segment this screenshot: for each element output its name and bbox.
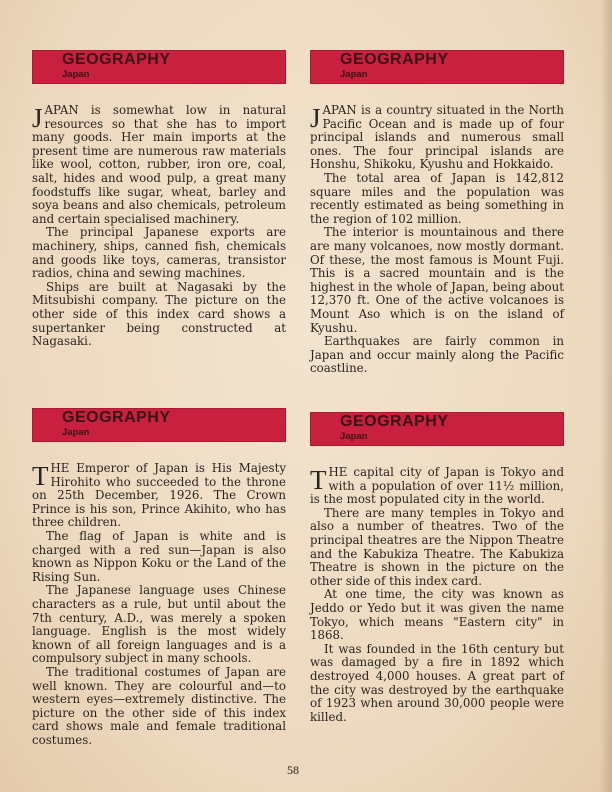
card-country-label: Japan [62, 427, 90, 438]
card-paragraph: The principal Japanese exports are machinery, ships, canned fish, chemicals and goods like toys, cameras, transistor radios, china and sewing machines. [32, 225, 286, 281]
index-card-country-overview [310, 50, 564, 376]
card-paragraph: The total area of Japan is 142,812 square miles and the population was recently estimated as being something in the region of 102 million. [310, 170, 564, 226]
card-header-banner [310, 412, 564, 446]
card-paragraph: The flag of Japan is white and is charged with a red sun—Japan is also known as Nippon Koku or the Land of the Rising Sun. [32, 528, 286, 584]
card-body-text [32, 104, 286, 349]
card-paragraph: At one time, the city was known as Jeddo or Yedo but it was given the name Tokyo, which means "Eastern city" in 1868. [310, 587, 564, 643]
card-paragraph: JAPAN is somewhat low in natural resources so that she has to import many goods. Her main imports at the present time are numerous raw materials like wool, cotton, rubber, iron ore, coal, salt, hides and wood pulp, a great many foodstuffs like sugar, wheat, barley and soya beans and also chemicals, petroleum and certain specialised machinery. [32, 103, 286, 226]
card-paragraph: THE capital city of Japan is Tokyo and with a population of over 11½ million, is the most populated city in the world. [310, 465, 564, 507]
card-country-label: Japan [340, 69, 368, 80]
card-paragraph: THE Emperor of Japan is His Majesty Hirohito who succeeded to the throne on 25th December, 1926. The Crown Prince is his son, Prince Akihito, who has three children. [32, 461, 286, 530]
card-paragraph: It was founded in the 16th century but was damaged by a fire in 1892 which destroyed 4,000 houses. A great part of the city was destroyed by the earthquake of 1923 when around 30,000 people were killed. [310, 641, 564, 724]
card-country-label: Japan [340, 431, 368, 442]
card-paragraph: The traditional costumes of Japan are well known. They are colourful and—to western eyes—extremely distinctive. The picture on the other side of this index card shows male and female traditional costumes. [32, 664, 286, 747]
card-subject-title: GEOGRAPHY [340, 413, 449, 430]
card-body-text [32, 462, 286, 747]
card-paragraph: Earthquakes are fairly common in Japan and occur mainly along the Pacific coastline. [310, 334, 564, 376]
card-header-banner [32, 50, 286, 84]
drop-cap: J [32, 103, 43, 133]
page-number: 58 [287, 763, 299, 777]
card-body-text [310, 104, 564, 376]
card-header-banner [32, 408, 286, 442]
index-card-emperor-culture [32, 408, 286, 747]
page-edge-shadow [600, 0, 612, 792]
drop-cap: J [310, 103, 321, 133]
card-body-text [310, 466, 564, 724]
card-paragraph: The Japanese language uses Chinese characters as a rule, but until about the 7th century, A.D., was merely a spoken language. English is the most widely known of all foreign languages and is a compulsory subject in many schools. [32, 583, 286, 666]
card-country-label: Japan [62, 69, 90, 80]
index-card-tokyo [310, 412, 564, 724]
card-paragraph: There are many temples in Tokyo and also a number of theatres. Two of the principal theatres are the Nippon Theatre and the Kabukiza Theatre. The Kabukiza Theatre is shown in the picture on the other side of this index card. [310, 505, 564, 588]
card-paragraph: JAPAN is a country situated in the North Pacific Ocean and is made up of four principal islands and numerous small ones. The four principal islands are Honshu, Shikoku, Kyushu and Hokkaido. [310, 103, 564, 172]
card-subject-title: GEOGRAPHY [340, 51, 449, 68]
card-paragraph: The interior is mountainous and there are many volcanoes, now mostly dormant. Of these, the most famous is Mount Fuji. This is a sacred mountain and is the highest in the whole of Japan, being about 12,370 ft. One of the active volcanoes is Mount Aso which is on the island of Kyushu. [310, 225, 564, 335]
card-subject-title: GEOGRAPHY [62, 409, 171, 426]
card-subject-title: GEOGRAPHY [62, 51, 171, 68]
card-header-banner [310, 50, 564, 84]
drop-cap: T [32, 461, 49, 491]
drop-cap: T [310, 465, 327, 495]
card-paragraph: Ships are built at Nagasaki by the Mitsubishi company. The picture on the other side of this index card shows a supertanker being constructed at Nagasaki. [32, 279, 286, 349]
index-card-imports-exports [32, 50, 286, 349]
